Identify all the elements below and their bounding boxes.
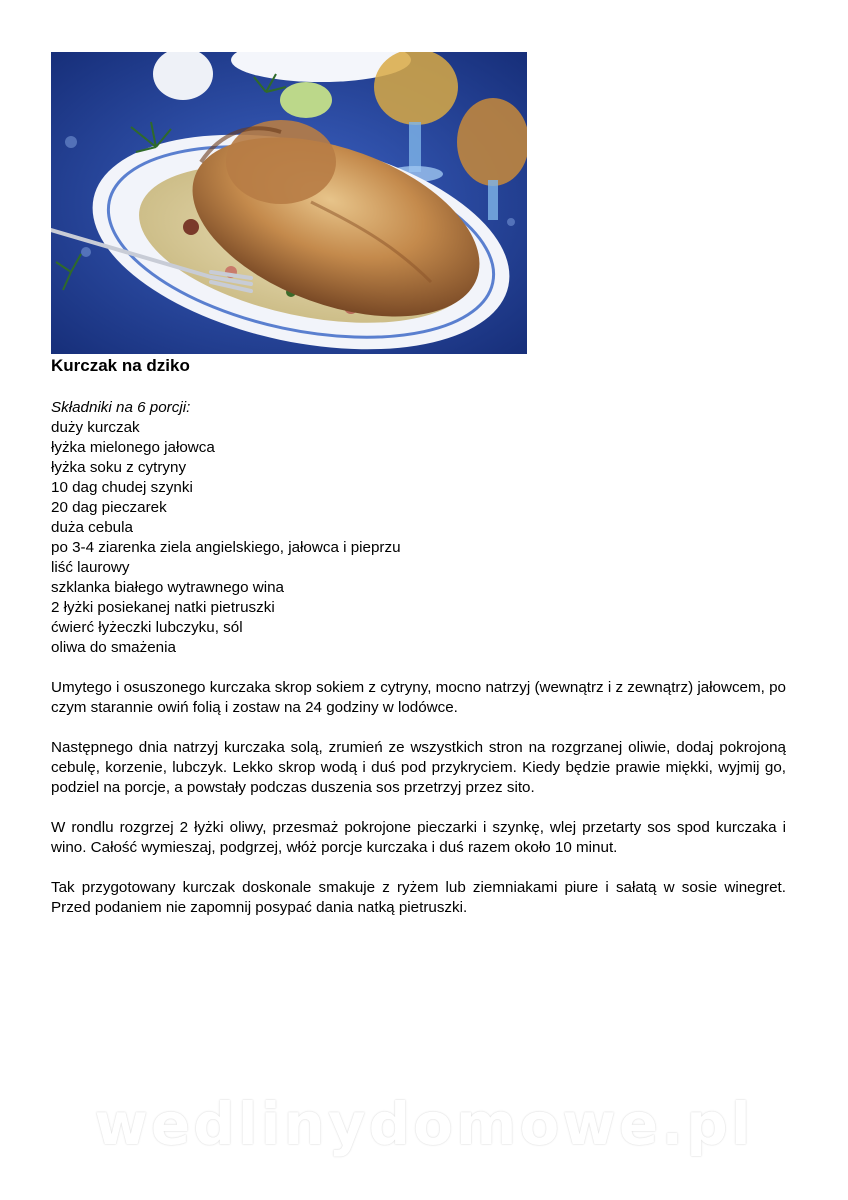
ingredient-item: 20 dag pieczarek xyxy=(51,499,167,516)
ingredient-item: duża cebula xyxy=(51,519,133,536)
ingredients-list xyxy=(51,418,786,658)
ingredient-item: liść laurowy xyxy=(51,559,130,576)
ingredient-item: duży kurczak xyxy=(51,419,140,436)
ingredient-item: ćwierć łyżeczki lubczyku, sól xyxy=(51,619,243,636)
roast-chicken-image xyxy=(51,52,527,354)
ingredient-item: łyżka mielonego jałowca xyxy=(51,439,215,456)
ingredient-item: 10 dag chudej szynki xyxy=(51,479,193,496)
ingredient-item: po 3-4 ziarenka ziela angielskiego, jałowca i pieprzu xyxy=(51,539,401,556)
watermark: wedlinydomowe.pl xyxy=(94,1090,754,1158)
step-paragraph: Następnego dnia natrzyj kurczaka solą, zrumień ze wszystkich stron na rozgrzanej oliwie, dodaj pokrojoną cebulę, korzenie, lubczyk. Lekko skrop wodą i duś pod przykryciem. Kiedy będzie prawie miękki, wyjmij go, podziel na porcje, a powstały podczas duszenia sos przetrzyj przez sito. xyxy=(51,739,786,796)
ingredients-heading: Składniki na 6 porcji: xyxy=(51,399,191,416)
step-paragraph: W rondlu rozgrzej 2 łyżki oliwy, przesmaż pokrojone pieczarki i szynkę, wlej przetarty sos spod kurczaka i wino. Całość wymieszaj, podgrzej, włóż porcje kurczaka i duś razem około 10 minut. xyxy=(51,819,786,856)
ingredient-item: 2 łyżki posiekanej natki pietruszki xyxy=(51,599,275,616)
recipe-content xyxy=(51,398,786,918)
ingredient-item: oliwa do smażenia xyxy=(51,639,176,656)
step-paragraph: Tak przygotowany kurczak doskonale smakuje z ryżem lub ziemniakami piure i sałatą w sosie winegret. Przed podaniem nie zapomnij posypać dania natką pietruszki. xyxy=(51,879,786,916)
ingredient-item: łyżka soku z cytryny xyxy=(51,459,187,476)
step-paragraph: Umytego i osuszonego kurczaka skrop sokiem z cytryny, mocno natrzyj (wewnątrz i z zewnątrz) jałowcem, po czym starannie owiń folią i zostaw na 24 godziny w lodówce. xyxy=(51,679,786,716)
recipe-title: Kurczak na dziko xyxy=(51,356,190,375)
recipe-photo xyxy=(51,52,527,354)
ingredient-item: szklanka białego wytrawnego wina xyxy=(51,579,285,596)
